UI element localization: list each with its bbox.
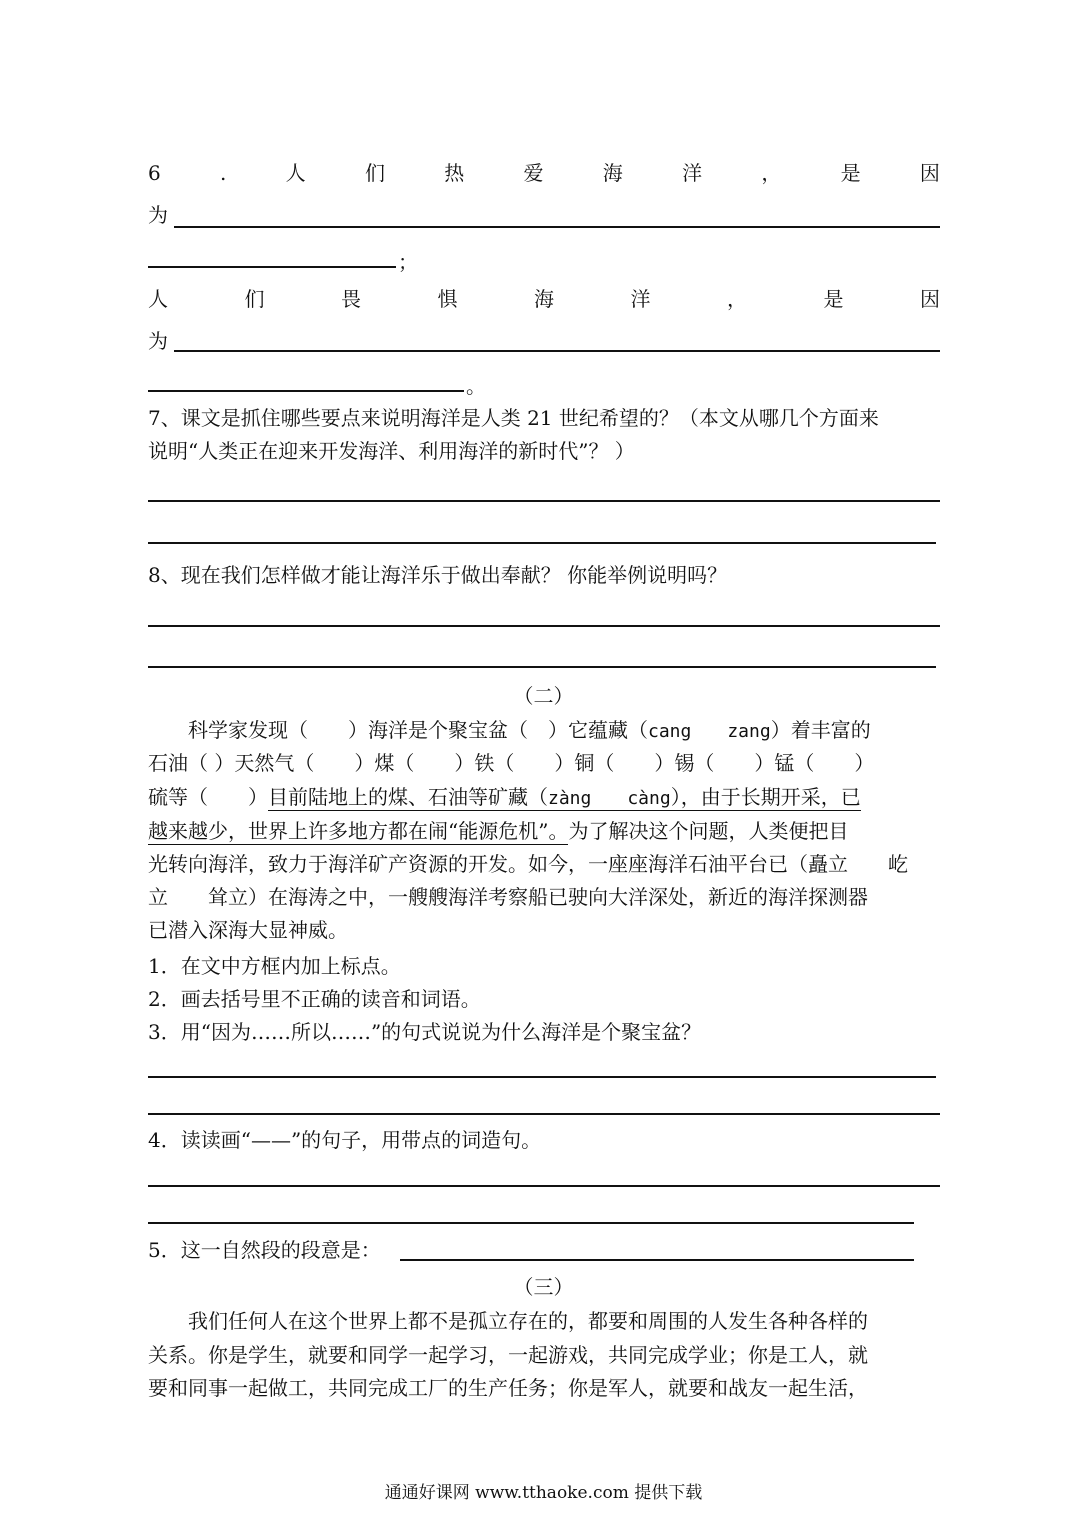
q6-char: ， (727, 287, 747, 311)
q6-char: 人 (148, 287, 168, 311)
s2-q4: 4．读读画“——”的句子，用带点的词造句。 (148, 1128, 542, 1152)
answer-line[interactable] (148, 1185, 940, 1187)
section2-heading: （二） (513, 684, 574, 708)
answer-line[interactable] (148, 625, 940, 627)
underlined-sentence: 越来越少，世界上许多地方都在闹“能源危机”。 (148, 819, 569, 843)
q6-char: 洋 (630, 287, 651, 311)
q6-char: 爱 (523, 161, 544, 185)
q6-char: 惧 (437, 287, 458, 311)
q6-period: 。 (466, 374, 486, 398)
s2-p5: 光转向海洋，致力于海洋矿产资源的开发。如今，一座座海洋石油平台已（矗立 屹 (148, 852, 908, 876)
answer-line[interactable] (148, 1076, 936, 1078)
q6-char: 们 (364, 161, 385, 185)
s2-p6: 立 耸立）在海涛之中，一艘艘海洋考察船已驶向大洋深处，新近的海洋探测器 (148, 885, 868, 909)
s2-q1: 1．在文中方框内加上标点。 (148, 954, 401, 978)
q6-char: 们 (244, 287, 265, 311)
q6-char: ， (761, 161, 782, 185)
answer-line[interactable] (148, 542, 936, 544)
s2-p2: 石油（ ）天然气（ ）煤（ ）铁（ ）铜（ ）锡（ ）锰（ ） (148, 751, 875, 775)
q7-line2: 说明“人类正在迎来开发海洋、利用海洋的新时代”？ ） (148, 439, 635, 463)
q6-line3 (148, 285, 940, 313)
s2-p3 (148, 783, 861, 813)
answer-line[interactable] (174, 350, 940, 352)
s3-p2: 关系。你是学生，就要和同学一起学习，一起游戏，共同完成学业；你是工人，就 (148, 1343, 868, 1367)
pinyin-options: cang zang (648, 721, 771, 742)
answer-line[interactable] (148, 1222, 914, 1224)
q6-char: 海 (602, 161, 623, 185)
q6-char: 6 (148, 161, 161, 185)
s3-p3: 要和同事一起做工，共同完成工厂的生产任务；你是军人，就要和战友一起生活， (148, 1376, 868, 1400)
q7-line1: 7、课文是抓住哪些要点来说明海洋是人类 21 世纪希望的？（本文从哪几个方面来 (148, 406, 879, 430)
answer-line[interactable] (148, 500, 940, 502)
q8-line1: 8、现在我们怎样做才能让海洋乐于做出奉献？ 你能举例说明吗？ (148, 563, 728, 587)
s2-p1-text: 科学家发现（ ）海洋是个聚宝盆（ ）它蕴藏（ (188, 718, 648, 742)
s2-p3-under2: ），由于长期开采，已 (670, 785, 861, 809)
q6-line1 (148, 159, 940, 187)
s2-q2: 2．画去括号里不正确的读音和词语。 (148, 987, 481, 1011)
q6-char: 洋 (682, 161, 703, 185)
footer-credit: 通通好课网 www.tthaoke.com 提供下载 (384, 1483, 703, 1503)
s2-p3-under: 目前陆地上的煤、石油等矿藏（ (268, 785, 548, 809)
q6-char: 热 (444, 161, 465, 185)
q6-wei2: 为 (148, 329, 168, 353)
answer-line[interactable] (148, 1113, 940, 1115)
q6-wei: 为 (148, 203, 168, 227)
answer-line[interactable] (400, 1259, 914, 1261)
q6-char: 海 (534, 287, 554, 311)
answer-line[interactable] (148, 266, 396, 268)
s2-p7: 已潜入深海大显神威。 (148, 918, 348, 942)
q6-char: 因 (920, 287, 940, 311)
s2-p3-start: 硫等（ ） (148, 785, 268, 809)
answer-line[interactable] (174, 226, 940, 228)
q6-char: . (220, 161, 227, 185)
q6-char: 是 (823, 287, 844, 311)
s2-q5: 5．这一自然段的段意是： (148, 1238, 381, 1262)
q6-char: 因 (919, 161, 940, 185)
answer-line[interactable] (148, 390, 464, 392)
s3-p1: 我们任何人在这个世界上都不是孤立存在的，都要和周围的人发生各种各样的 (188, 1309, 868, 1333)
q6-char: 畏 (341, 287, 361, 311)
s2-p4-rest: 为了解决这个问题，人类便把目 (568, 819, 849, 843)
s2-p4 (148, 817, 848, 845)
s2-p1-end: ）着丰富的 (770, 718, 871, 742)
q6-char: 人 (285, 161, 306, 185)
answer-line[interactable] (148, 666, 936, 668)
s2-q3: 3．用“因为……所以……”的句式说说为什么海洋是个聚宝盆？ (148, 1020, 702, 1044)
pinyin-options: zàng càng (548, 788, 671, 809)
s2-p1 (188, 716, 871, 746)
q6-char: 是 (840, 161, 861, 185)
q6-semicolon: ； (398, 250, 418, 274)
section3-heading: （三） (513, 1275, 574, 1299)
underlined-sentence (268, 785, 861, 811)
